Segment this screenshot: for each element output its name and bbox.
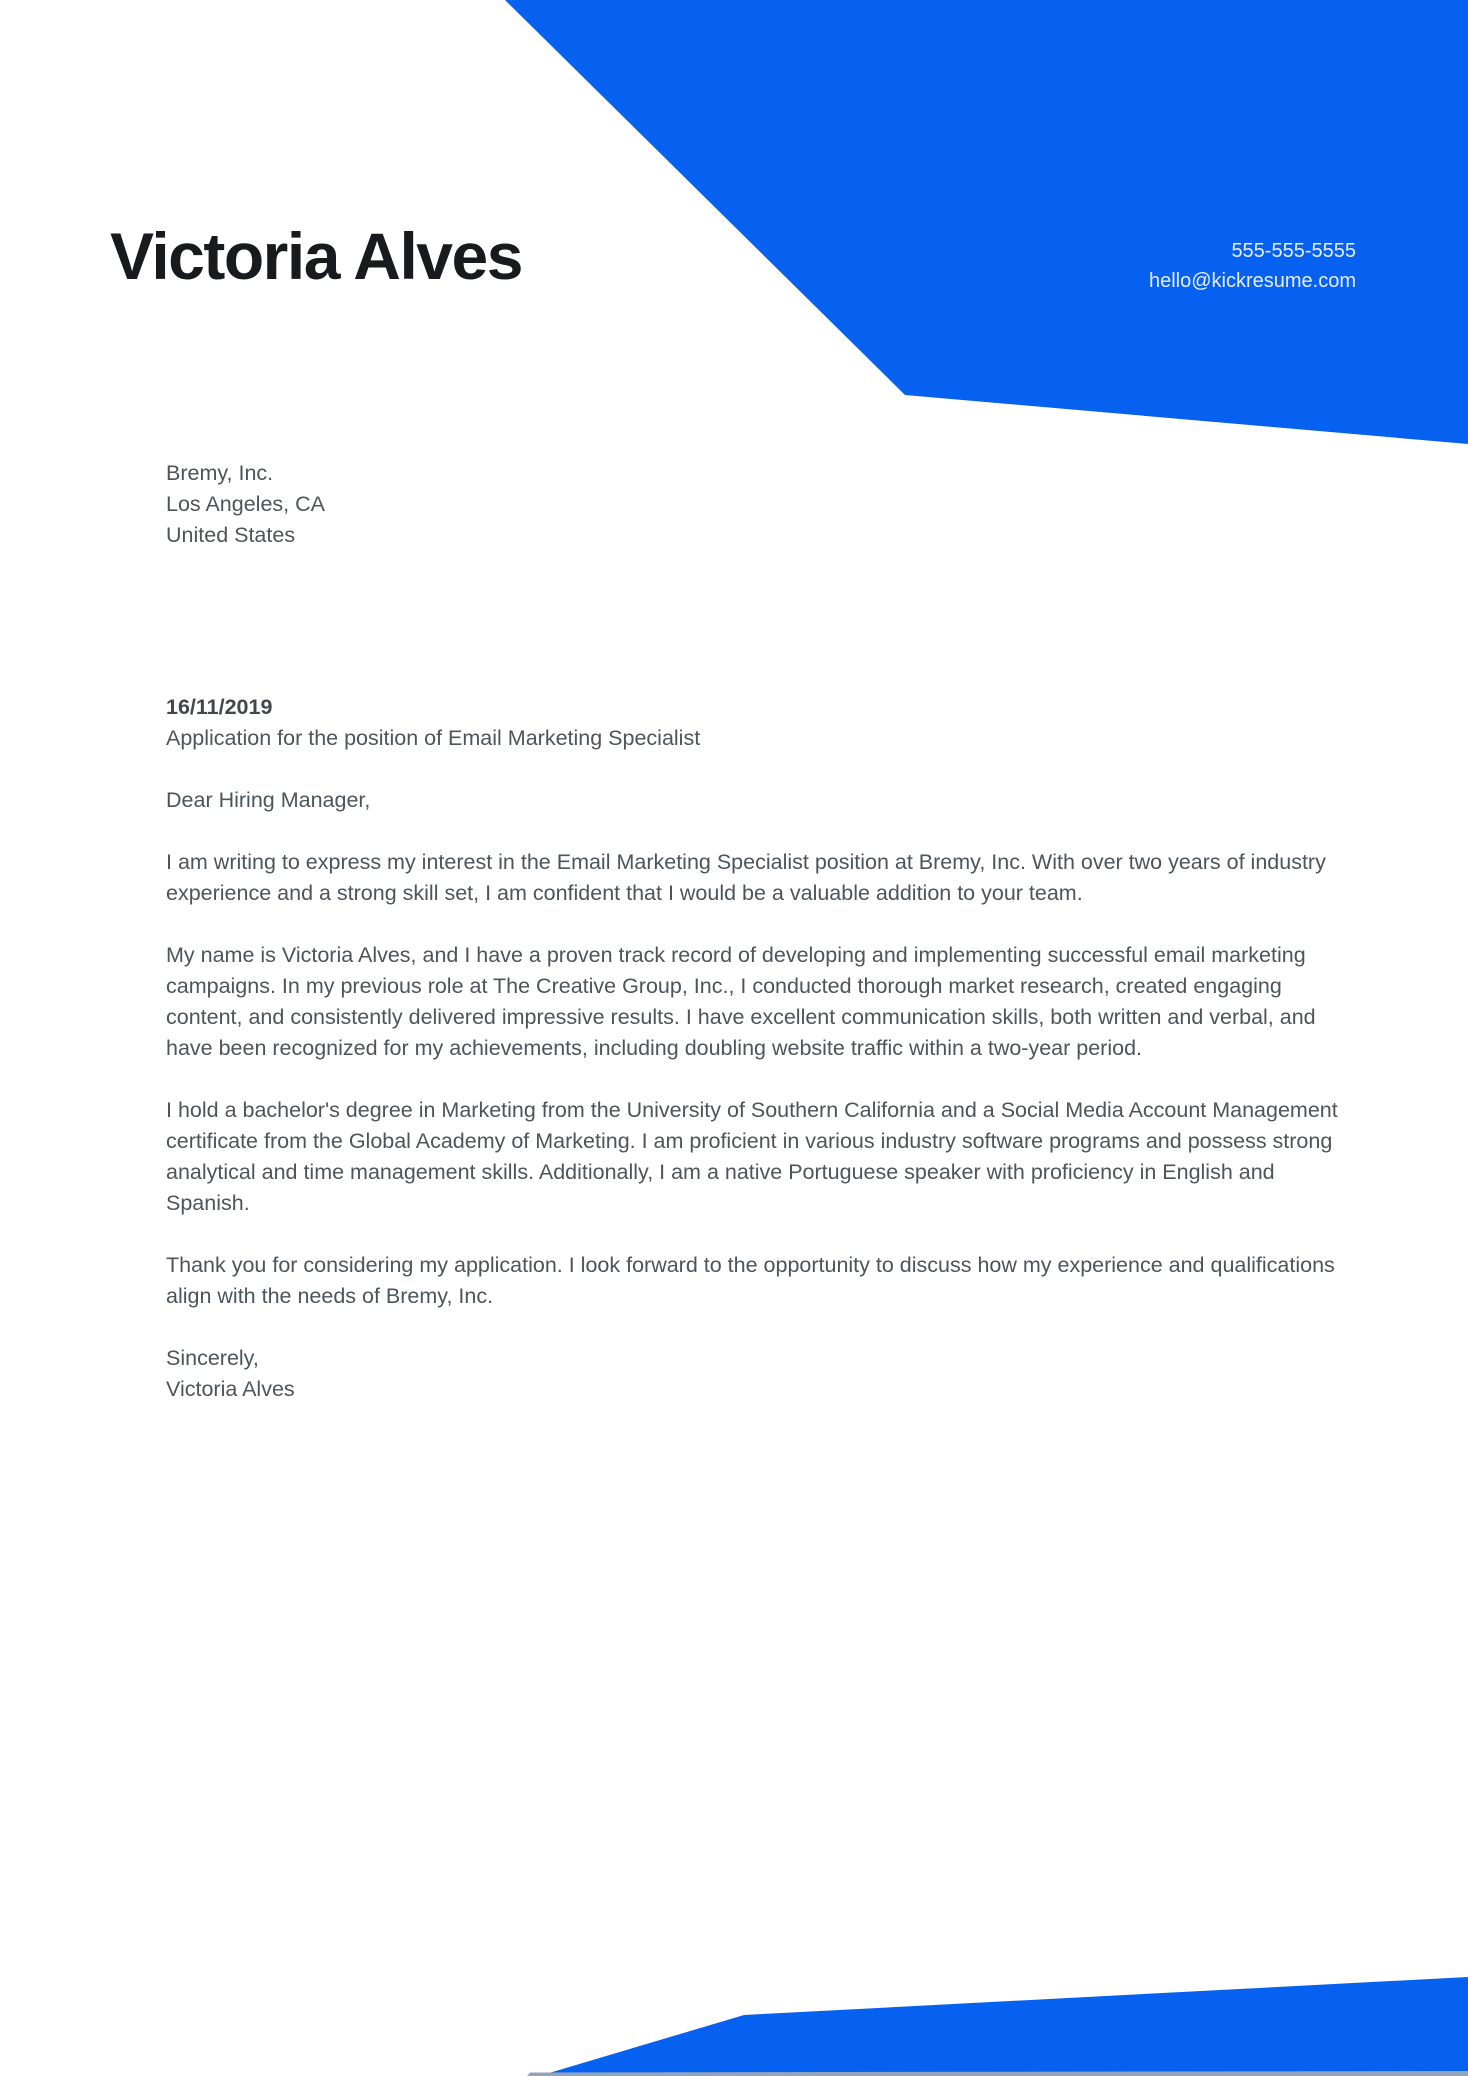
recipient-country: United States (166, 523, 296, 547)
recipient-block (166, 458, 325, 551)
footer-accent-shape (539, 1977, 1468, 2076)
applicant-name: Victoria Alves (110, 219, 522, 293)
body-paragraph: Thank you for considering my application. I look forward to the opportunity to discuss how my experience and qualifications align with the needs of Bremy, Inc. (166, 1253, 1335, 1308)
letter-date: 16/11/2019 (166, 695, 273, 719)
recipient-company: Bremy, Inc. (166, 461, 274, 485)
recipient-city: Los Angeles, CA (166, 492, 325, 516)
phone-number: 555-555-5555 (1231, 240, 1356, 262)
body-paragraph: My name is Victoria Alves, and I have a proven track record of developing and implementing successful email marketing campaigns. In my previous role at The Creative Group, Inc., I conducted thorough market research, created engaging content, and consistently delivered impressive results. I have excellent communication skills, both written and verbal, and have been recognized for my achievements, including doubling website traffic within a two-year period. (166, 943, 1316, 1060)
closing-block (166, 1343, 1350, 1405)
email-address: hello@kickresume.com (1148, 270, 1356, 292)
letter-subject: Application for the position of Email Marketing Specialist (166, 726, 701, 750)
header-accent-shape (505, 0, 1468, 444)
contact-block (1149, 236, 1356, 296)
letter-body (166, 692, 1350, 1405)
body-paragraph: I hold a bachelor's degree in Marketing from the University of Southern California and a Social Media Account Management certificate from the Global Academy of Marketing. I am proficient in various industry software programs and possess strong analytical and time management skills. Additionally, I am a native Portuguese speaker with proficiency in English and Spanish. (166, 1098, 1338, 1215)
salutation: Dear Hiring Manager, (166, 788, 371, 812)
closing: Sincerely, (166, 1346, 259, 1370)
body-paragraph: I am writing to express my interest in the Email Marketing Specialist position at Bremy, Inc. With over two years of industry experience and a strong skill set, I am confident that I would be a valuable addition to your team. (166, 850, 1326, 905)
signature-name: Victoria Alves (166, 1377, 295, 1401)
